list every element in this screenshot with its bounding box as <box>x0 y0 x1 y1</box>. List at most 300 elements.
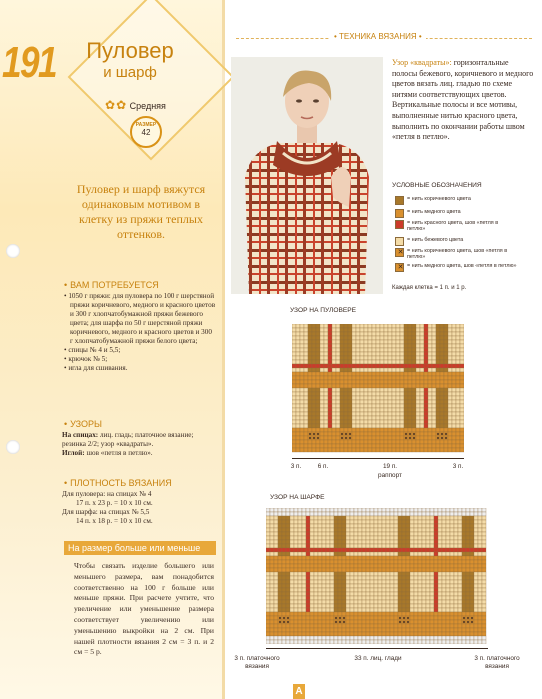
chart-cell <box>458 548 462 552</box>
chart-cell <box>444 368 448 372</box>
chart-cell <box>350 588 354 592</box>
chart-cell <box>452 408 456 412</box>
chart-cell <box>356 416 360 420</box>
chart-cell <box>340 352 344 356</box>
chart-cell <box>380 420 384 424</box>
chart-cell <box>278 636 282 640</box>
chart-cell <box>366 560 370 564</box>
chart-cell <box>358 568 362 572</box>
chart-cell <box>384 380 388 384</box>
chart-cell <box>312 344 316 348</box>
chart-cell <box>278 560 282 564</box>
chart-cell <box>342 576 346 580</box>
chart-cell <box>404 392 408 396</box>
chart-cell <box>296 400 300 404</box>
chart-cell <box>310 516 314 520</box>
chart-cell <box>362 548 366 552</box>
chart-cell <box>450 588 454 592</box>
chart-cell <box>366 516 370 520</box>
chart-cell <box>290 604 294 608</box>
chart-cell <box>348 368 352 372</box>
chart-cell <box>286 540 290 544</box>
chart-cell <box>326 588 330 592</box>
size-label: РАЗМЕР <box>135 122 157 128</box>
chart-cell <box>434 508 438 512</box>
chart-cell <box>298 532 302 536</box>
chart-cell <box>318 640 322 644</box>
size-value: 42 <box>141 128 151 137</box>
chart-cell <box>342 564 346 568</box>
chart-cell <box>290 544 294 548</box>
chart-cell <box>440 444 444 448</box>
chart-cell <box>366 512 370 516</box>
chart-cell <box>426 620 430 624</box>
chart-cell <box>410 540 414 544</box>
chart-cell <box>350 592 354 596</box>
gauge-text <box>62 490 214 526</box>
chart-cell <box>298 528 302 532</box>
chart-cell <box>298 572 302 576</box>
chart-cell <box>410 636 414 640</box>
chart-cell <box>320 328 324 332</box>
chart-cell <box>436 372 440 376</box>
chart-cell <box>318 564 322 568</box>
chart-cell <box>460 372 464 376</box>
chart-cell <box>424 436 428 440</box>
chart-cell <box>458 604 462 608</box>
chart-cell <box>362 528 366 532</box>
chart-cell <box>394 564 398 568</box>
chart-cell <box>456 440 460 444</box>
chart-cell <box>378 580 382 584</box>
flower-icon: ✿ <box>116 98 127 112</box>
chart-cell <box>328 376 332 380</box>
chart-cell <box>324 332 328 336</box>
chart-cell <box>310 548 314 552</box>
chart-cell <box>470 600 474 604</box>
chart-cell <box>342 536 346 540</box>
chart-cell <box>278 520 282 524</box>
chart-cell <box>454 520 458 524</box>
chart-cell <box>456 448 460 452</box>
chart-cell <box>340 340 344 344</box>
chart-cell <box>408 408 412 412</box>
chart-cell <box>388 380 392 384</box>
chart-cell <box>422 552 426 556</box>
chart-cell <box>322 516 326 520</box>
chart-cell <box>458 536 462 540</box>
chart-cell <box>306 616 310 620</box>
chart-cell <box>456 356 460 360</box>
chart-cell <box>292 388 296 392</box>
chart-cell <box>454 576 458 580</box>
chart-cell <box>322 584 326 588</box>
chart-cell <box>442 584 446 588</box>
chart-cell <box>436 412 440 416</box>
chart-cell <box>444 444 448 448</box>
chart-cell <box>382 640 386 644</box>
chart-cell <box>390 512 394 516</box>
chart-cell <box>318 516 322 520</box>
chart-cell <box>396 388 400 392</box>
chart-cell <box>394 584 398 588</box>
chart-cell <box>414 532 418 536</box>
chart-cell <box>450 604 454 608</box>
chart-cell <box>312 372 316 376</box>
chart-cell <box>350 508 354 512</box>
chart-cell <box>342 604 346 608</box>
chart-cell <box>324 408 328 412</box>
chart-cell <box>436 376 440 380</box>
chart-cell <box>394 544 398 548</box>
chart-cell <box>380 340 384 344</box>
chart-cell <box>378 532 382 536</box>
chart-cell <box>328 336 332 340</box>
chart-cell <box>406 608 410 612</box>
chart-cell <box>376 340 380 344</box>
chart-cell <box>360 348 364 352</box>
chart-cell <box>304 332 308 336</box>
chart-cell <box>314 636 318 640</box>
chart-cell <box>466 576 470 580</box>
chart-cell <box>352 352 356 356</box>
chart-cell <box>270 560 274 564</box>
chart-cell <box>374 628 378 632</box>
chart-cell <box>482 588 486 592</box>
chart-cell <box>358 628 362 632</box>
chart-cell <box>378 556 382 560</box>
chart-cell <box>454 532 458 536</box>
chart-cell <box>364 388 368 392</box>
chart-cell <box>334 524 338 528</box>
chart-cell <box>326 556 330 560</box>
chart-cell <box>396 348 400 352</box>
chart-cell <box>356 392 360 396</box>
chart-cell <box>366 508 370 512</box>
chart-cell <box>482 620 486 624</box>
chart-cell <box>294 584 298 588</box>
chart-cell <box>474 556 478 560</box>
chart-cell <box>410 620 414 624</box>
chart-cell <box>294 560 298 564</box>
chart-cell <box>398 532 402 536</box>
chart-cell <box>370 512 374 516</box>
chart-cell <box>314 592 318 596</box>
chart-cell <box>310 616 314 620</box>
chart-cell <box>306 572 310 576</box>
chart-cell <box>310 588 314 592</box>
chart-cell <box>426 524 430 528</box>
chart-cell <box>350 568 354 572</box>
chart-cell <box>350 528 354 532</box>
chart-cell <box>364 420 368 424</box>
chart-cell <box>278 600 282 604</box>
chart-cell <box>338 552 342 556</box>
chart-cell <box>414 536 418 540</box>
chart-cell <box>322 512 326 516</box>
chart-cell <box>408 448 412 452</box>
chart-cell <box>348 404 352 408</box>
chart-cell <box>344 324 348 328</box>
chart-cell <box>286 580 290 584</box>
chart-cell <box>308 372 312 376</box>
chart-cell <box>358 540 362 544</box>
chart-cell <box>308 332 312 336</box>
chart-cell <box>438 552 442 556</box>
chart-cell <box>462 592 466 596</box>
chart-cell <box>306 620 310 624</box>
chart-cell <box>382 624 386 628</box>
chart-cell <box>456 408 460 412</box>
chart-cell <box>388 416 392 420</box>
chart-cell <box>384 368 388 372</box>
chart-cell <box>324 340 328 344</box>
chart-cell <box>350 624 354 628</box>
chart-cell <box>450 552 454 556</box>
chart-cell <box>342 540 346 544</box>
chart-cell <box>424 352 428 356</box>
chart-cell <box>360 396 364 400</box>
chart-cell <box>308 344 312 348</box>
chart-cell <box>424 444 428 448</box>
chart-cell <box>296 428 300 432</box>
chart-cell <box>304 380 308 384</box>
chart-cell <box>442 556 446 560</box>
chart-cell <box>286 536 290 540</box>
chart-cell <box>322 564 326 568</box>
chart-cell <box>362 572 366 576</box>
chart-cell <box>440 440 444 444</box>
chart-cell <box>336 364 340 368</box>
chart-cell <box>438 528 442 532</box>
chart-cell <box>390 572 394 576</box>
chart-cell <box>458 528 462 532</box>
chart-cell <box>456 396 460 400</box>
chart-cell <box>404 376 408 380</box>
chart-cell <box>292 324 296 328</box>
chart-cell <box>310 608 314 612</box>
chart-cell <box>364 448 368 452</box>
chart-cell <box>398 508 402 512</box>
chart-cell <box>296 404 300 408</box>
chart-cell <box>426 588 430 592</box>
chart-cell <box>420 324 424 328</box>
chart-cell <box>392 364 396 368</box>
chart-cell <box>326 564 330 568</box>
chart-cell <box>370 584 374 588</box>
chart-cell <box>438 564 442 568</box>
chart-cell <box>334 532 338 536</box>
chart-cell <box>434 608 438 612</box>
chart-cell <box>330 508 334 512</box>
chart-cell <box>274 624 278 628</box>
chart-cell <box>420 440 424 444</box>
chart-cell <box>340 416 344 420</box>
chart-cell <box>300 396 304 400</box>
chart-cell <box>382 552 386 556</box>
chart-cell <box>328 432 332 436</box>
chart-cell <box>466 552 470 556</box>
chart-cell <box>426 616 430 620</box>
chart-cell <box>356 364 360 368</box>
chart-cell <box>398 576 402 580</box>
chart-cell <box>470 588 474 592</box>
chart-cell <box>402 584 406 588</box>
chart-cell <box>306 520 310 524</box>
chart-cell <box>478 512 482 516</box>
chart-cell <box>294 512 298 516</box>
pattern-description <box>392 58 534 143</box>
chart-cell <box>474 524 478 528</box>
chart-cell <box>334 636 338 640</box>
chart-cell <box>422 596 426 600</box>
chart-cell <box>446 508 450 512</box>
chart-cell <box>372 396 376 400</box>
chart-cell <box>440 428 444 432</box>
chart-cell <box>312 356 316 360</box>
chart-cell <box>440 324 444 328</box>
chart-cell <box>478 608 482 612</box>
chart-cell <box>340 404 344 408</box>
chart-cell <box>372 448 376 452</box>
chart-cell <box>274 588 278 592</box>
chart-cell <box>342 600 346 604</box>
chart-cell <box>344 352 348 356</box>
chart-cell <box>438 540 442 544</box>
chart-cell <box>320 360 324 364</box>
chart-cell <box>362 600 366 604</box>
chart-cell <box>434 536 438 540</box>
chart-cell <box>338 548 342 552</box>
chart-cell <box>286 564 290 568</box>
chart-cell <box>328 396 332 400</box>
chart-cell <box>270 556 274 560</box>
chart-cell <box>432 444 436 448</box>
chart-cell <box>440 364 444 368</box>
chart-cell <box>320 348 324 352</box>
chart-cell <box>410 576 414 580</box>
chart-cell <box>404 368 408 372</box>
chart-cell <box>440 404 444 408</box>
chart-cell <box>386 612 390 616</box>
chart-cell <box>436 336 440 340</box>
chart-cell <box>384 336 388 340</box>
chart-cell <box>410 612 414 616</box>
chart-label: вязания <box>485 663 509 670</box>
chart-cell <box>278 592 282 596</box>
chart-cell <box>482 612 486 616</box>
chart-cell <box>302 528 306 532</box>
chart-cell <box>400 384 404 388</box>
chart-cell <box>402 588 406 592</box>
chart-cell <box>402 512 406 516</box>
chart-cell <box>454 616 458 620</box>
chart-cell <box>402 532 406 536</box>
chart-cell <box>430 608 434 612</box>
chart-cell <box>324 324 328 328</box>
chart-cell <box>318 556 322 560</box>
chart-cell <box>286 516 290 520</box>
chart-cell <box>340 372 344 376</box>
chart-cell <box>292 368 296 372</box>
chart-cell <box>334 516 338 520</box>
chart-cell <box>408 352 412 356</box>
chart-cell <box>428 360 432 364</box>
chart-cell <box>374 572 378 576</box>
chart-cell <box>370 620 374 624</box>
chart-cell <box>418 520 422 524</box>
chart-cell <box>310 552 314 556</box>
chart-cell <box>422 524 426 528</box>
chart-cell <box>452 448 456 452</box>
chart-cell <box>400 352 404 356</box>
chart-cell <box>362 584 366 588</box>
chart-cell <box>294 548 298 552</box>
chart-cell <box>348 440 352 444</box>
chart-cell <box>470 624 474 628</box>
chart-cell <box>330 532 334 536</box>
chart-cell <box>372 388 376 392</box>
chart-cell <box>422 528 426 532</box>
chart-cell <box>448 376 452 380</box>
chart-cell <box>282 576 286 580</box>
chart-cell <box>426 544 430 548</box>
chart-cell <box>314 568 318 572</box>
chart-cell <box>318 548 322 552</box>
chart-cell <box>270 516 274 520</box>
chart-cell <box>438 612 442 616</box>
chart-cell <box>368 368 372 372</box>
chart-cell <box>426 608 430 612</box>
chart-cell <box>404 408 408 412</box>
chart-cell <box>388 328 392 332</box>
chart-cell <box>426 552 430 556</box>
chart-cell <box>338 524 342 528</box>
chart-cell <box>376 388 380 392</box>
chart-cell <box>462 544 466 548</box>
chart-cell <box>370 592 374 596</box>
chart-cell <box>382 528 386 532</box>
chart-cell <box>364 436 368 440</box>
chart-cell <box>358 560 362 564</box>
chart-cell <box>308 376 312 380</box>
chart-cell <box>396 368 400 372</box>
chart-cell <box>402 536 406 540</box>
chart-cell <box>420 420 424 424</box>
chart-cell <box>362 540 366 544</box>
chart-cell <box>462 532 466 536</box>
section-label: • ТЕХНИКА ВЯЗАНИЯ • <box>330 32 426 41</box>
chart-cell <box>372 376 376 380</box>
chart-cell <box>324 444 328 448</box>
chart-cell <box>412 420 416 424</box>
chart-cell <box>376 404 380 408</box>
chart-cell <box>400 328 404 332</box>
chart-cell <box>380 424 384 428</box>
chart-cell <box>286 524 290 528</box>
chart-cell <box>340 400 344 404</box>
chart-cell <box>364 356 368 360</box>
chart-cell <box>424 380 428 384</box>
chart-cell <box>420 360 424 364</box>
chart-cell <box>290 588 294 592</box>
chart-cell <box>324 392 328 396</box>
chart-cell <box>404 360 408 364</box>
chart-cell <box>466 564 470 568</box>
chart-cell <box>320 448 324 452</box>
chart-cell <box>290 548 294 552</box>
chart-cell <box>334 600 338 604</box>
